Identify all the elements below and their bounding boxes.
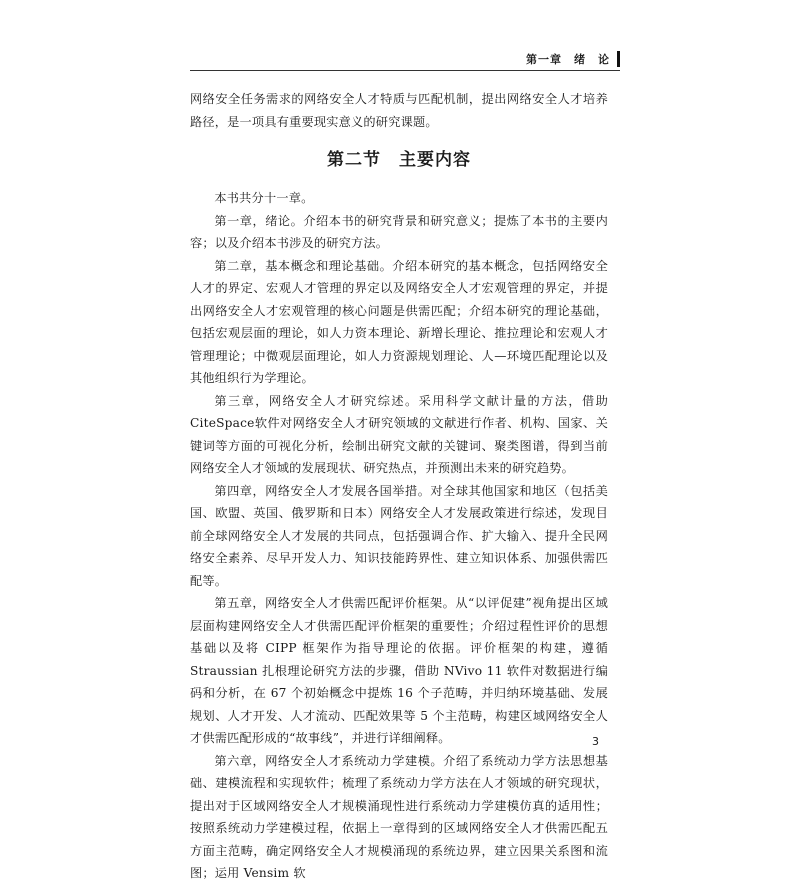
paragraph-chapter-4: 第四章，网络安全人才发展各国举措。对全球其他国家和地区（包括美国、欧盟、英国、俄罗斯和日本）网络安全人才发展政策进行综述，发现目前全球网络安全人才发展的共同点，包括强调合作、扩大输入、提升全民网络安全素养、尽早开发人力、知识技能跨界性、建立知识体系、加强供需匹配等。 xyxy=(190,483,608,588)
running-header xyxy=(190,50,620,71)
running-title: 第一章 绪 论 xyxy=(526,53,610,66)
paragraph-chapter-count: 本书共分十一章。 xyxy=(214,191,314,205)
paragraph-chapter-2: 第二章，基本概念和理论基础。介绍本研究的基本概念，包括网络安全人才的界定、宏观人才管理的界定以及网络安全人才宏观管理的界定，并提出网络安全人才宏观管理的核心问题是供需匹配；介绍本研究的理论基础，包括宏观层面的理论，如人力资本理论、新增长理论、推拉理论和宏观人才管理理论；中微观层面理论，如人力资源规划理论、人—环境匹配理论以及其他组织行为学理论。 xyxy=(190,258,608,385)
paragraph-chapter-6: 第六章，网络安全人才系统动力学建模。介绍了系统动力学方法思想基础、建模流程和实现软件；梳理了系统动力学方法在人才领域的研究现状，提出对于区域网络安全人才规模涌现性进行系统动力学建模仿真的适用性；按照系统动力学建模过程，依据上一章得到的区域网络安全人才供需匹配五方面主范畴，确定网络安全人才规模涌现的系统边界，建立因果关系图和流图；运用 Vensim 软 xyxy=(190,753,608,880)
header-marker-bar xyxy=(617,51,620,67)
intro-paragraph: 网络安全任务需求的网络安全人才特质与匹配机制，提出网络安全人才培养路径，是一项具有重要现实意义的研究课题。 xyxy=(190,92,608,129)
paragraph-chapter-3: 第三章，网络安全人才研究综述。采用科学文献计量的方法，借助CiteSpace软件对网络安全人才研究领域的文献进行作者、机构、国家、关键词等方面的可视化分析，绘制出研究文献的关键词、聚类图谱，得到当前网络安全人才领域的发展现状、研究热点，并预测出未来的研究趋势。 xyxy=(190,393,608,475)
section-title: 第二节 主要内容 xyxy=(327,150,471,170)
page-body xyxy=(190,88,608,885)
page-number: 3 xyxy=(592,735,599,748)
paragraph-chapter-1: 第一章，绪论。介绍本书的研究背景和研究意义；提炼了本书的主要内容；以及介绍本书涉及的研究方法。 xyxy=(190,213,608,250)
paragraph-chapter-5: 第五章，网络安全人才供需匹配评价框架。从“以评促建”视角提出区域层面构建网络安全人才供需匹配评价框架的重要性；介绍过程性评价的思想基础以及将 CIPP 框架作为指导理论的依据。评价框架的构建，遵循 Straussian 扎根理论研究方法的步骤，借助 NVivo 11 软件对数据进行编码和分析，在 67 个初始概念中提炼 16 个子范畴，并归纳环境基础、发展规划、人才开发、人才流动、匹配效果等 5 个主范畴，构建区域网络安全人才供需匹配形成的“故事线”，并进行详细阐释。 xyxy=(190,596,608,745)
